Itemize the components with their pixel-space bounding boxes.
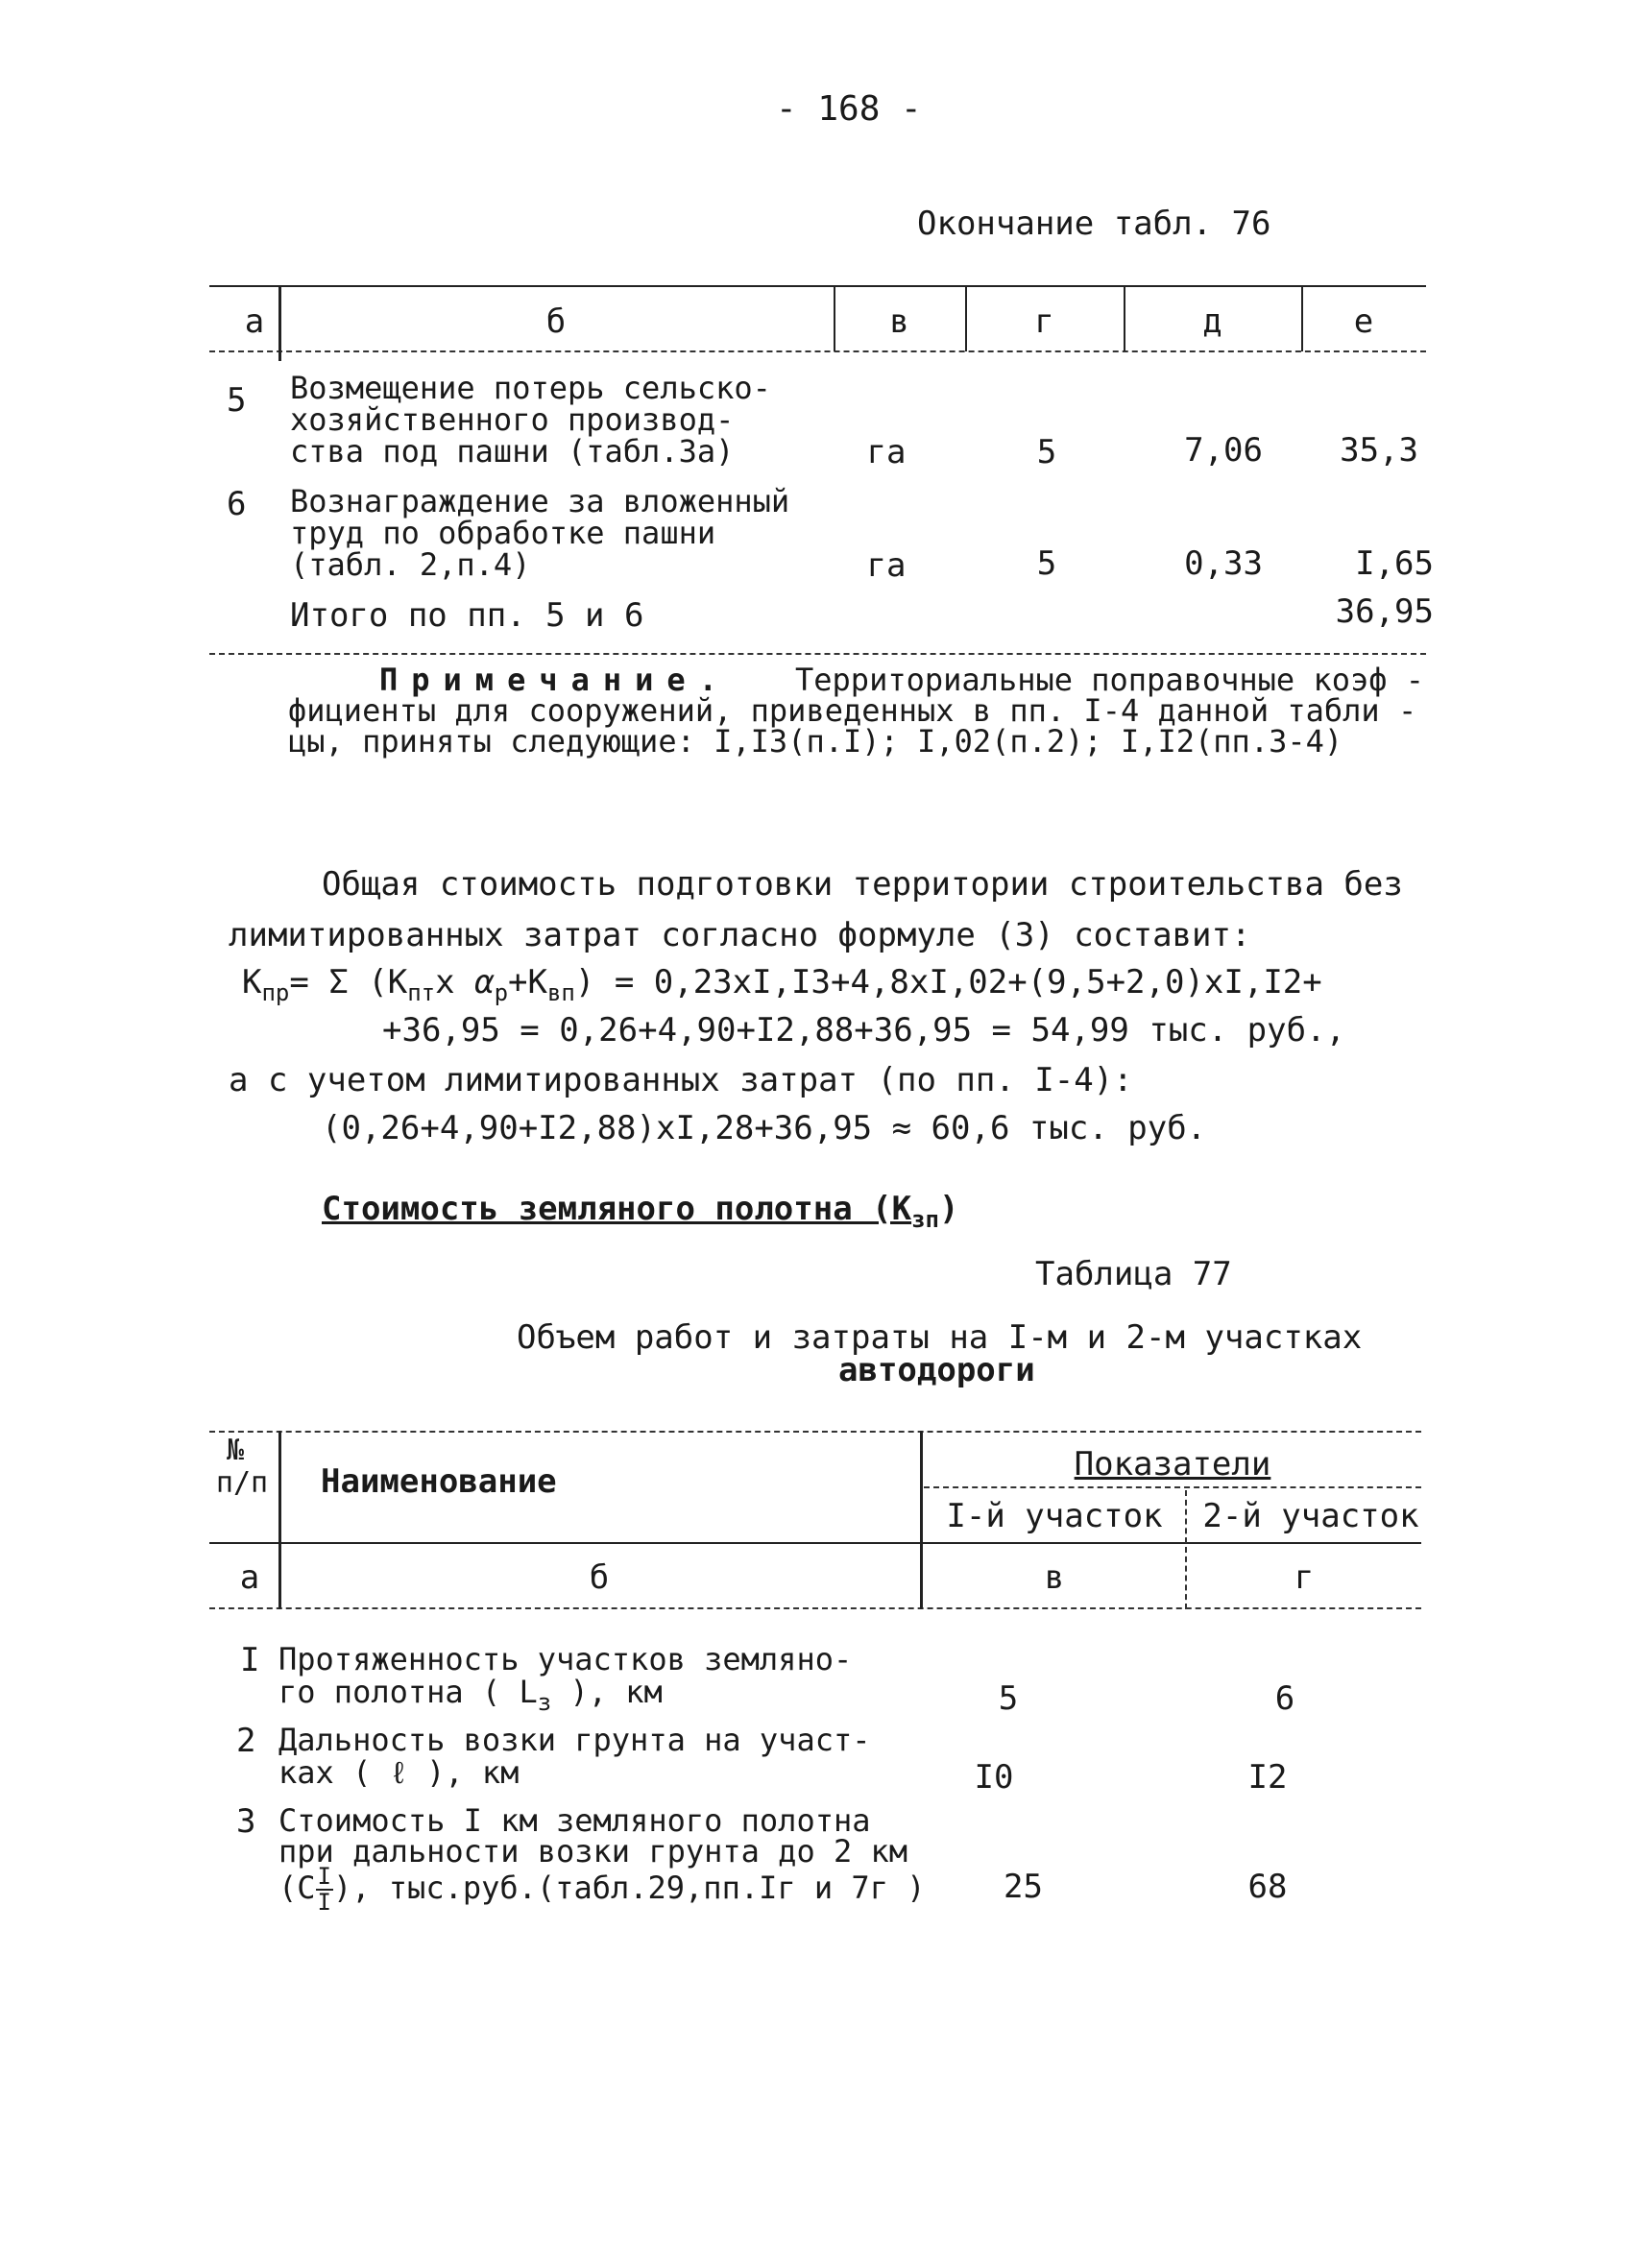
row-text-sub: з (537, 1689, 552, 1716)
table77-row-num: I (240, 1641, 260, 1679)
table77-letter: г (1294, 1558, 1315, 1597)
table76-row-total: I,65 (1355, 544, 1434, 583)
k-np: K (242, 963, 262, 1001)
table77-header-mid-rule (924, 1486, 1421, 1488)
fraction-bottom: I (317, 1889, 331, 1917)
table76-row-text: хозяйственного производ- (290, 401, 735, 438)
table76-row-text: труд по обработке пашни (290, 515, 716, 551)
table77-header-num: п/п (215, 1466, 269, 1500)
table77-title: автодороги (838, 1351, 1035, 1389)
table77-value-2: I2 (1247, 1758, 1288, 1797)
table76-header-b: б (545, 302, 567, 341)
table77-row-num: 3 (236, 1802, 256, 1841)
page-number: - 168 - (776, 89, 922, 129)
section-title-text: Стоимость земляного полотна (K (322, 1190, 912, 1228)
table76-row-text: Возмещение потерь сельско- (290, 370, 771, 406)
table76-header-a: а (244, 302, 265, 341)
table77-top-rule (209, 1431, 1421, 1433)
table77-row-text: Протяженность участков земляно- (278, 1641, 853, 1677)
table76-row-price: 0,33 (1184, 544, 1263, 583)
table76-row-num: 5 (227, 381, 247, 420)
table76-top-rule (209, 285, 1426, 287)
formula-sum: = Σ (K (289, 963, 408, 1001)
paragraph-line: Общая стоимость подготовки территории строительства без (322, 865, 1403, 904)
table76-note-line: Территориальные поправочные коэф - (795, 662, 1425, 698)
table77-row-text (278, 1865, 925, 1915)
table77-letter: а (239, 1558, 260, 1597)
table77-letters-rule (209, 1607, 1421, 1609)
row-text-part: (C (278, 1870, 316, 1907)
table77-row-text: ках ( ℓ ), км (278, 1754, 520, 1791)
table76-note-title: Примечание. (379, 662, 731, 698)
table76-header-e: е (1353, 302, 1374, 341)
table76-caption: Окончание табл. 76 (917, 205, 1271, 243)
table77-header-rule (209, 1542, 1421, 1544)
fraction-top: I (317, 1863, 331, 1890)
table77-title: Объем работ и затраты на I-м и 2-м участках (517, 1318, 1363, 1357)
table76-row-total: 35,3 (1340, 431, 1418, 470)
table76-header-v: в (889, 302, 909, 341)
table77-header-num: № (226, 1434, 245, 1467)
table77-value-1: I0 (974, 1758, 1014, 1797)
section-title (322, 1190, 959, 1233)
table76-row-num: 6 (227, 485, 247, 523)
k-vp-sub: вп (546, 979, 575, 1006)
table76-header-g: г (1034, 302, 1054, 341)
k-np-sub: пр (261, 979, 290, 1006)
table77-letter: б (589, 1558, 610, 1597)
table76-total-label: Итого по пп. 5 и 6 (290, 596, 644, 635)
table77-header-name: Наименование (321, 1462, 557, 1501)
table76-header-rule (209, 350, 1426, 352)
table76-row-qty: 5 (1036, 544, 1057, 583)
table76-bottom-rule (209, 653, 1426, 655)
table77-header-group: Показатели (1074, 1445, 1271, 1484)
table77-row-text: Стоимость I км земляного полотна (278, 1802, 871, 1839)
row-text-part: го полотна ( L (278, 1674, 538, 1710)
table77-col-divider (920, 1431, 923, 1609)
table77-label: Таблица 77 (1035, 1255, 1232, 1293)
table77-value-2: 68 (1247, 1868, 1288, 1906)
section-title-end: ) (939, 1190, 959, 1228)
table77-row-text: Дальность возки грунта на участ- (278, 1722, 871, 1758)
table76-row-unit: га (866, 433, 907, 471)
table77-row-text (278, 1674, 663, 1716)
paragraph-line: лимитированных затрат согласно формуле (3) составит: (229, 916, 1251, 954)
table76-header-d: д (1202, 302, 1222, 341)
table77-header-sub2: 2-й участок (1202, 1497, 1419, 1535)
formula-line: (0,26+4,90+I2,88)xI,28+36,95 ≈ 60,6 тыс. руб. (322, 1109, 1207, 1147)
section-title-sub: зп (911, 1206, 939, 1233)
table76-row-text: (табл. 2,п.4) (290, 546, 531, 583)
formula-line: +36,95 = 0,26+4,90+I2,88+36,95 = 54,99 тыс. руб., (382, 1011, 1346, 1050)
alpha-sub: р (494, 979, 509, 1006)
table77-value-1: 5 (998, 1679, 1019, 1718)
table76-note-line: цы, приняты следующие: I,I3(п.I); I,02(п.2); I,I2(пп.3-4) (288, 723, 1343, 760)
alpha-symbol: α (474, 963, 495, 1001)
table76-row-text: ства под пашни (табл.3а) (290, 433, 735, 470)
row-text-part: ), тыс.руб.(табл.29,пп.Iг и 7г ) (332, 1870, 926, 1907)
table76-row-qty: 5 (1036, 433, 1057, 471)
table76-note-line: фициенты для сооружений, приведенных в пп. I-4 данной табли - (288, 692, 1417, 729)
formula-rest: ) = 0,23xI,I3+4,8xI,02+(9,5+2,0)xI,I2+ (574, 963, 1322, 1001)
table76-row-price: 7,06 (1184, 431, 1263, 470)
paragraph-line: а с учетом лимитированных затрат (по пп. I-4): (229, 1061, 1133, 1099)
formula-times: x (435, 963, 455, 1001)
k-nt-sub: пт (407, 979, 436, 1006)
table77-letter: в (1044, 1558, 1065, 1597)
fraction (316, 1865, 333, 1915)
table77-row-text: при дальности возки грунта до 2 км (278, 1833, 908, 1870)
table77-row-num: 2 (236, 1722, 256, 1760)
table77-header-sub1: I-й участок (946, 1497, 1163, 1535)
row-text-part: ), км (551, 1674, 663, 1710)
table77-value-1: 25 (1004, 1868, 1043, 1906)
table77-value-2: 6 (1274, 1679, 1295, 1718)
formula-plus: +K (508, 963, 547, 1001)
table76-total-value: 36,95 (1335, 592, 1434, 631)
formula-line (242, 963, 1322, 1006)
table76-row-unit: га (866, 546, 907, 585)
table76-row-text: Вознаграждение за вложенный (290, 483, 790, 519)
